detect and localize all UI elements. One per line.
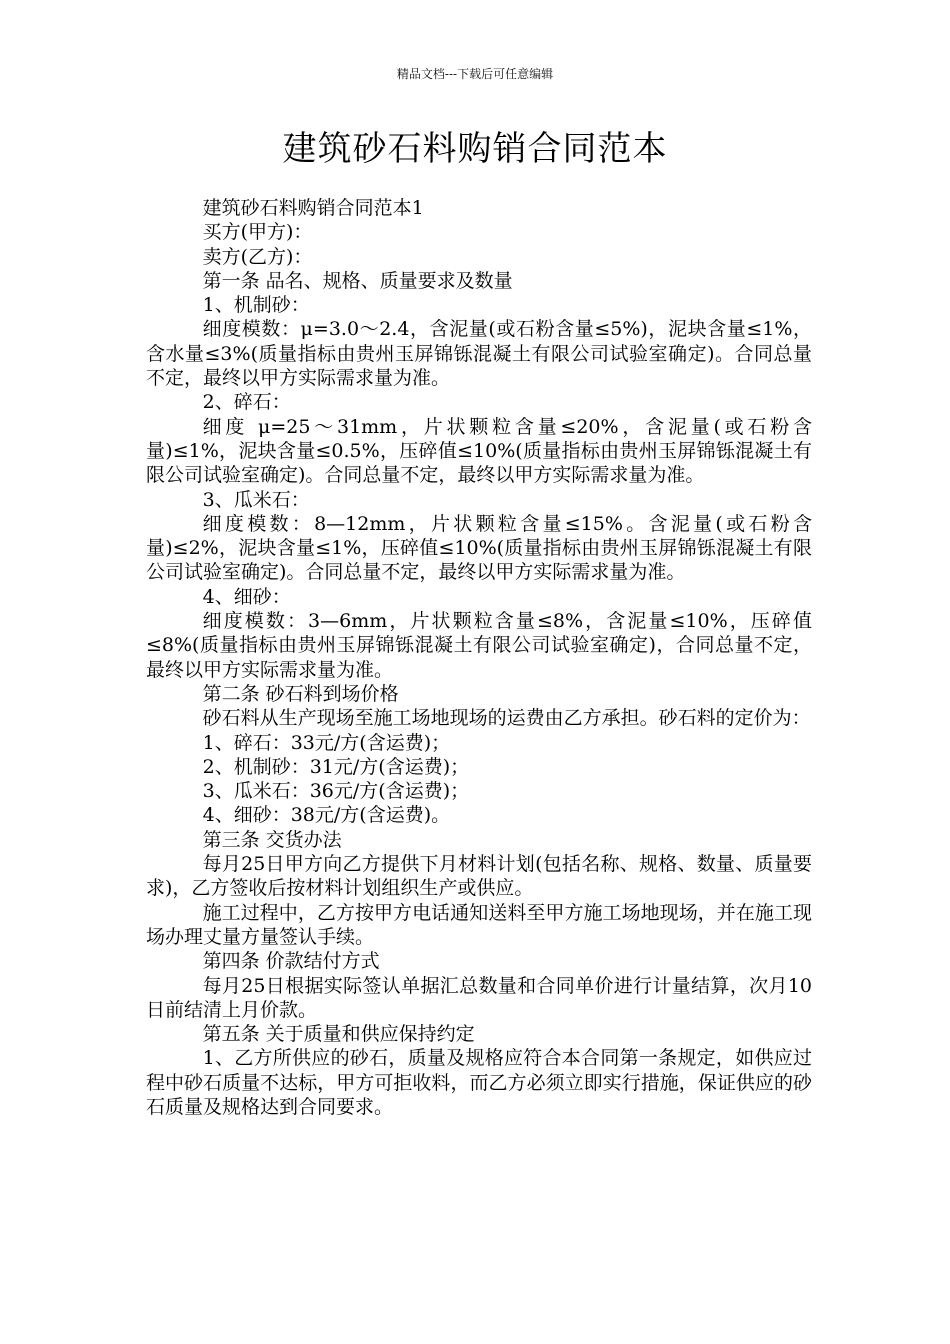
party-b-line: 卖方(乙方)： [202,245,313,268]
item-spec-paragraph: 细度 μ=25～31mm，片状颗粒含量≤20%，含泥量(或石粉含量)≤1%，泥块含量≤0.5%，压碎值≤10%(质量指标由贵州玉屏锦铄混凝土有限公司试验室确定)。合同总量不定，最终以甲方实际需求量为准。 [146,415,812,487]
price-line: 3、瓜米石：36元/方(含运费)； [202,780,470,803]
section-heading: 建筑砂石料购销合同范本1 [202,197,424,219]
item-spec-paragraph: 细度模数：3—6mm，片状颗粒含量≤8%，含泥量≤10%，压碎值≤8%(质量指标由贵州玉屏锦铄混凝土有限公司试验室确定)，合同总量不定，最终以甲方实际需求量为准。 [146,610,812,681]
price-line: 4、细砂：38元/方(含运费)。 [202,804,451,827]
price-line: 1、碎石：33元/方(含运费)； [202,731,451,754]
body-paragraph: 砂石料从生产现场至施工场地现场的运费由乙方承担。砂石料的定价为： [202,707,811,730]
item-spec-paragraph: 细度模数：8—12mm，片状颗粒含量≤15%。含泥量(或石粉含量)≤2%，泥块含量≤1%，压碎值≤10%(质量指标由贵州玉屏锦铄混凝土有限公司试验室确定)。合同总量不定，最终以甲方实际需求量为准。 [146,512,812,584]
article-5-heading: 第五条 关于质量和供应保持约定 [202,1023,475,1046]
document-title: 建筑砂石料购销合同范本 [282,129,668,169]
body-paragraph: 每月25日根据实际签认单据汇总数量和合同单价进行计量结算，次月10日前结清上月价款。 [146,974,812,1021]
item-heading: 4、细砂： [202,585,291,608]
body-paragraph: 每月25日甲方向乙方提供下月材料计划(包括名称、规格、数量、质量要求)，乙方签收后按材料计划组织生产或供应。 [146,853,812,900]
item-heading: 3、瓜米石： [202,488,310,511]
party-a-line: 买方(甲方)： [202,221,313,244]
item-heading: 2、碎石： [202,391,291,414]
body-paragraph: 1、乙方所供应的砂石，质量及规格应符合本合同第一条规定，如供应过程中砂石质量不达标，甲方可拒收料，而乙方必须立即实行措施，保证供应的砂石质量及规格达到合同要求。 [146,1047,812,1118]
document-body [146,196,812,1119]
body-paragraph: 施工过程中，乙方按甲方电话通知送料至甲方施工场地现场，并在施工现场办理丈量方量签认手续。 [146,901,812,948]
article-2-heading: 第二条 砂石料到场价格 [202,682,399,705]
price-line: 2、机制砂：31元/方(含运费)； [202,755,470,778]
article-3-heading: 第三条 交货办法 [202,828,342,851]
item-heading: 1、机制砂： [202,294,310,317]
article-1-heading: 第一条 品名、规格、质量要求及数量 [202,269,513,292]
item-spec-paragraph: 细度模数：μ=3.0～2.4，含泥量(或石粉含量≤5%)，泥块含量≤1%，含水量≤3%(质量指标由贵州玉屏锦铄混凝土有限公司试验室确定)。合同总量不定，最终以甲方实际需求量为准。 [146,318,812,390]
article-4-heading: 第四条 价款结付方式 [202,950,380,973]
page-header: 精品文档---下载后可任意编辑 [396,67,554,81]
